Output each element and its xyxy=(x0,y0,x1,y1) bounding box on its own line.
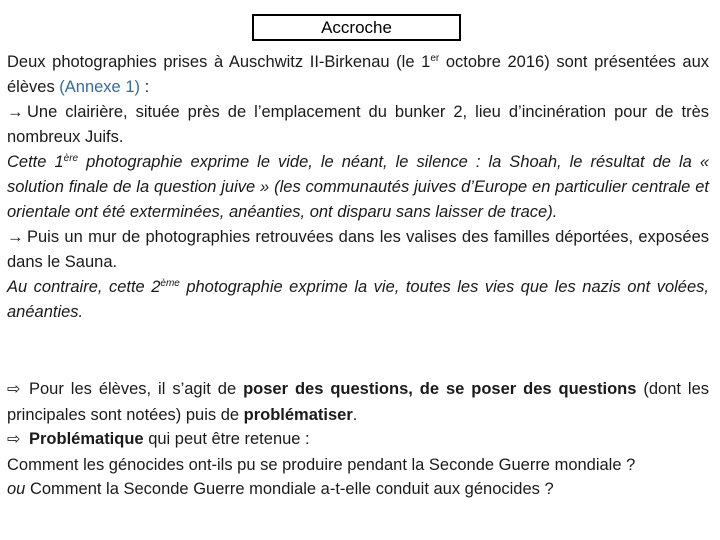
paragraph-wall xyxy=(7,225,709,275)
hollow-arrow-right-icon: ⇨ xyxy=(7,431,21,448)
students-bold-a: poser des questions, de se poser des questions xyxy=(243,380,637,398)
title-box xyxy=(252,14,461,41)
question-1-text: Comment les génocides ont-ils pu se produire pendant la Seconde Guerre mondiale ? xyxy=(7,455,636,474)
wall-text: Puis un mur de photographies retrouvées dans les valises des familles déportées, exposées dans le Sauna. xyxy=(7,228,709,271)
paragraph-first-photo xyxy=(7,150,709,225)
first-photo-text-b: photographie exprime le vide, le néant, le silence : la Shoah, le résultat de la « solution finale de la question juive » (les communautés juives d’Europe en particulier centrale et orientale ont été exterminées, anéanties, ont disparu sans laisser de trace). xyxy=(7,153,710,221)
question-2-text: Comment la Seconde Guerre mondiale a-t-elle conduit aux génocides ? xyxy=(25,480,554,498)
superscript-ere: ère xyxy=(63,153,79,164)
arrow-right-icon: → xyxy=(7,103,24,121)
paragraph-question-1 xyxy=(7,453,709,478)
intro-text-c: : xyxy=(140,78,150,96)
students-bold-b: problématiser xyxy=(243,405,353,424)
paragraph-second-photo xyxy=(7,275,709,325)
annex-reference: (Annexe 1) xyxy=(59,78,140,96)
intro-text-a: Deux photographies prises à Auschwitz II-Birkenau (le 1 xyxy=(7,53,431,71)
paragraph-intro xyxy=(7,50,709,100)
paragraph-question-2 xyxy=(7,477,709,502)
problem-section xyxy=(7,377,709,502)
students-text-a: Pour les élèves, il s’agit de xyxy=(29,380,244,398)
question-2-ou: ou xyxy=(7,480,26,498)
problematique-label: Problématique xyxy=(29,430,144,448)
problematique-text: qui peut être retenue : xyxy=(143,430,310,448)
arrow-right-icon: → xyxy=(7,228,24,246)
students-text-c: . xyxy=(352,405,358,424)
hollow-arrow-right-icon: ⇨ xyxy=(7,381,21,398)
paragraph-students xyxy=(7,377,709,427)
intro-section xyxy=(7,50,709,325)
superscript-eme: ème xyxy=(160,278,180,289)
second-photo-text-a: Au contraire, cette 2 xyxy=(7,278,161,296)
second-photo-text-b: photographie exprime la vie, toutes les vies que les nazis ont volées, anéanties. xyxy=(7,278,709,321)
first-photo-text-a: Cette 1 xyxy=(7,153,64,171)
students-text-b: (dont les principales sont notées) puis de xyxy=(7,380,710,424)
superscript-er: er xyxy=(430,53,440,64)
page-title: Accroche xyxy=(321,17,392,37)
clearing-text: Une clairière, située près de l’emplacement du bunker 2, lieu d’incinération pour de très nombreux Juifs. xyxy=(7,103,709,146)
paragraph-problematique xyxy=(7,427,709,453)
paragraph-clearing xyxy=(7,100,709,150)
intro-text-b: octobre 2016) sont présentées aux élèves xyxy=(7,53,709,96)
